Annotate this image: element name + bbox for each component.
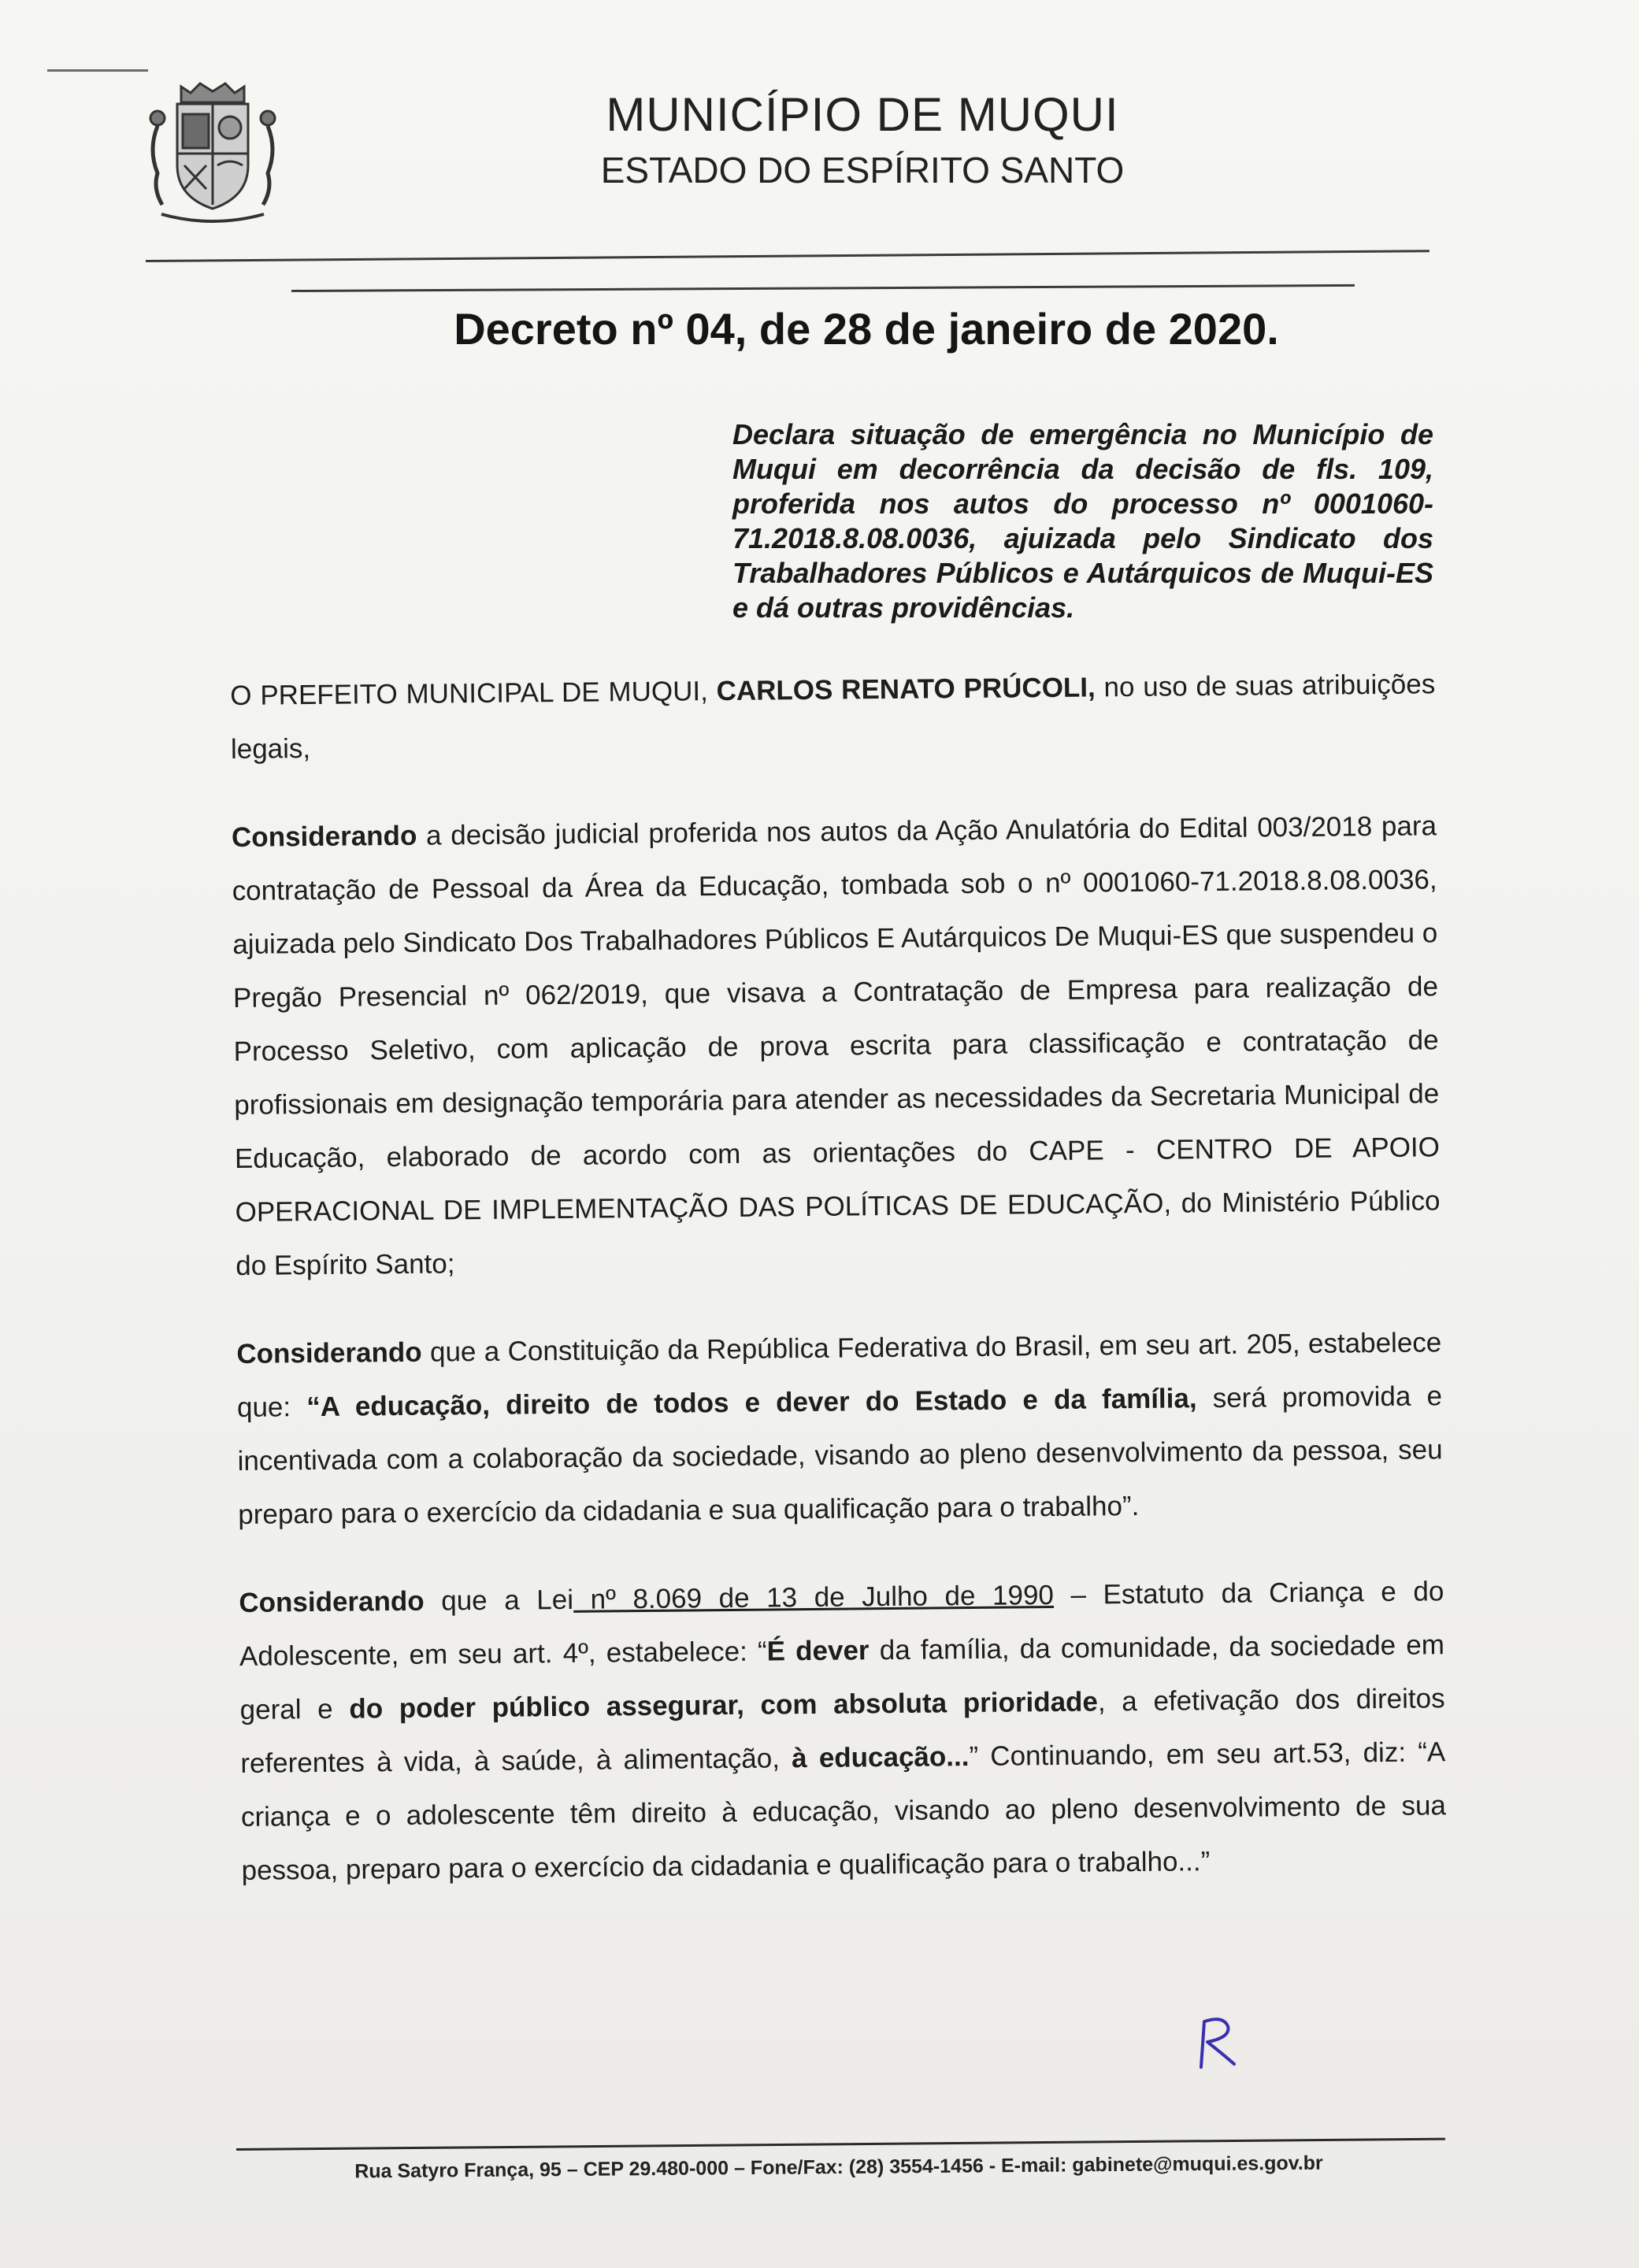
emphasis: do poder público assegurar, com absoluta prioridade [349, 1686, 1099, 1725]
handwritten-initial-icon [1185, 2012, 1248, 2075]
considerando-lead: Considerando [231, 820, 417, 853]
law-reference: nº 8.069 de 13 de Julho de 1990 [573, 1580, 1055, 1615]
considerando-text: ” Continuando, em seu art.53, diz: “A criança e o adolescente têm direito à educação, visando ao pleno desenvolvimento de sua pessoa, preparo para o exercício da cidadania e qualificação para o trabalho...” [240, 1736, 1447, 1886]
municipality-name: MUNICÍPIO DE MUQUI [606, 88, 1119, 141]
mayor-name: CARLOS RENATO PRÚCOLI, [716, 672, 1096, 707]
considerando-paragraph-1 [232, 799, 1441, 1293]
decree-title: Decreto nº 04, de 28 de janeiro de 2020. [454, 304, 1279, 354]
header-rule-bottom [291, 284, 1355, 292]
emphasis: à educação... [791, 1741, 970, 1774]
header-rule-top [146, 250, 1429, 262]
municipal-coat-of-arms-icon [134, 79, 291, 228]
decree-body [230, 658, 1447, 1933]
considerando-paragraph-2 [236, 1316, 1444, 1542]
footer-rule [236, 2138, 1445, 2151]
decree-summary: Declara situação de emergência no Município de Muqui em decorrência da decisão de fls. 109, proferida nos autos do processo nº 0001060-71.2018.8.08.0036, ajuizada pelo Sindicato dos Trabalhadores Públicos e Autárquicos de Muqui-ES e dá outras providências. [732, 418, 1433, 624]
footer-address: Rua Satyro França, 95 – CEP 29.480-000 – Fone/Fax: (28) 3554-1456 - E-mail: gabinete@muqui.es.gov.br [354, 2151, 1323, 2183]
considerando-lead: Considerando [239, 1585, 425, 1618]
preamble-prefix: O PREFEITO MUNICIPAL DE MUQUI, [230, 676, 717, 711]
considerando-text: será promovida e incentivada com a colaboração da sociedade, visando ao pleno desenvolvimento da pessoa, seu preparo para o exercício da cidadania e sua qualificação para o trabalho”. [237, 1380, 1443, 1530]
preamble-paragraph [230, 658, 1436, 776]
considerando-paragraph-3 [239, 1565, 1447, 1898]
considerando-text: da família, da comunidade, da sociedade em geral e [239, 1629, 1445, 1725]
considerando-text: , a efetivação dos direitos referentes à vida, à saúde, à alimentação, [240, 1683, 1445, 1779]
considerando-text: a decisão judicial proferida nos autos da Ação Anulatória do Edital 003/2018 para contratação de Pessoal da Área da Educação, tombada sob o nº 0001060-71.2018.8.08.0036, ajuizada pelo Sindicato Dos Trabalhadores Públicos E Autárquicos De Muqui-ES que suspendeu o Pregão Presencial nº 062/2019, que visava a Contratação de Empresa para realização de Processo Seletivo, com aplicação de prova escrita para classificação e contratação de profissionais em designação temporária para atender as necessidades da Secretaria Municipal de Educação, elaborado de acordo com as orientações do CAPE - CENTRO DE APOIO OPERACIONAL DE IMPLEMENTAÇÃO DAS POLÍTICAS DE EDUCAÇÃO, do Ministério Público do Espírito Santo; [232, 810, 1441, 1281]
preamble-suffix: no uso de suas atribuições legais, [230, 669, 1436, 765]
considerando-lead: Considerando [236, 1336, 422, 1369]
stray-mark [47, 69, 148, 72]
state-name: ESTADO DO ESPÍRITO SANTO [600, 150, 1125, 191]
constitution-quote: “A educação, direito de todos e dever do Estado e da família, [306, 1383, 1197, 1423]
letterhead [488, 87, 1237, 194]
emphasis: É dever [766, 1635, 870, 1667]
considerando-text: que a Lei [424, 1584, 574, 1617]
considerando-text: – Estatuto da Criança e do Adolescente, em seu art. 4º, estabelece: “ [239, 1576, 1444, 1672]
considerando-text: que a Constituição da República Federativa do Brasil, em seu art. 205, estabelece que: [236, 1327, 1442, 1423]
